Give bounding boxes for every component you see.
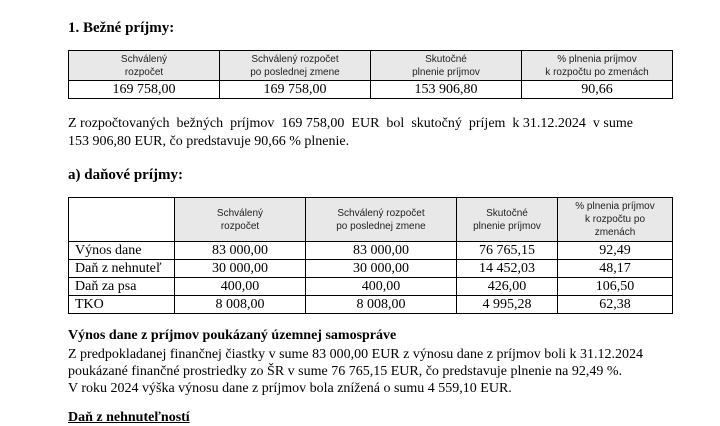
row-label: Výnos dane (69, 242, 175, 260)
row-label: TKO (69, 296, 175, 314)
cell-value: 83 000,00 (306, 242, 457, 260)
cell-value: 83 000,00 (175, 242, 306, 260)
cell-value: 30 000,00 (175, 260, 306, 278)
section-heading-bezne-prijmy: 1. Bežné príjmy: (68, 20, 175, 36)
cell-value: 4 995,28 (457, 296, 558, 314)
header-approved-budget: Schválený rozpočet (69, 51, 220, 81)
header-percent-fulfillment: % plnenia príjmov k rozpočtu po zmenách (522, 51, 673, 81)
paragraph-line: V roku 2024 výška výnosu dane z príjmov bola znížená o sumu 4 559,10 EUR. (68, 381, 512, 396)
table-row (69, 81, 673, 99)
cell-value: 14 452,03 (457, 260, 558, 278)
header-budget-after-change: Schválený rozpočet po poslednej zmene (306, 198, 457, 242)
summary-paragraph-line-1: Z rozpočtovaných bežných príjmov 169 758,00 EUR bol skutočný príjem k 31.12.2024 v sume (68, 116, 633, 131)
cell-percent-fulfillment: 90,66 (522, 81, 673, 99)
cell-value: 426,00 (457, 278, 558, 296)
row-label: Daň z nehnuteľ (69, 260, 175, 278)
table-row (69, 242, 673, 260)
cell-actual-income: 153 906,80 (371, 81, 522, 99)
cell-value: 76 765,15 (457, 242, 558, 260)
table-row (69, 260, 673, 278)
header-approved-budget: Schválený rozpočet (175, 198, 306, 242)
section-heading-dan-z-nehnutelnosti: Daň z nehnuteľností (68, 410, 190, 425)
header-actual-income: Skutočné plnenie príjmov (371, 51, 522, 81)
cell-value: 92,49 (558, 242, 673, 260)
table-header-row (69, 51, 673, 81)
header-percent-fulfillment: % plnenia príjmov k rozpočtu po zmenách (558, 198, 673, 242)
cell-value: 30 000,00 (306, 260, 457, 278)
budget-table-summary (68, 50, 673, 99)
header-actual-income: Skutočné plnenie príjmov (457, 198, 558, 242)
cell-value: 400,00 (175, 278, 306, 296)
summary-paragraph-line-2: 153 906,80 EUR, čo predstavuje 90,66 % plnenie. (68, 134, 350, 149)
cell-approved-budget: 169 758,00 (69, 81, 220, 99)
cell-value: 106,50 (558, 278, 673, 296)
section-heading-danove-prijmy: a) daňové príjmy: (68, 167, 183, 183)
header-empty (69, 198, 175, 242)
table-header-row (69, 198, 673, 242)
cell-value: 400,00 (306, 278, 457, 296)
cell-value: 8 008,00 (306, 296, 457, 314)
header-budget-after-change: Schválený rozpočet po poslednej zmene (220, 51, 371, 81)
cell-value: 48,17 (558, 260, 673, 278)
tax-income-table (68, 197, 673, 314)
row-label: Daň za psa (69, 278, 175, 296)
paragraph-line: poukázané finančné prostriedky zo ŠR v sume 76 765,15 EUR, čo predstavuje plnenie na 92,49 %. (68, 364, 623, 379)
table-row (69, 278, 673, 296)
table-row (69, 296, 673, 314)
cell-budget-after-change: 169 758,00 (220, 81, 371, 99)
section-heading-vynos-dane: Výnos dane z príjmov poukázaný územnej samospráve (68, 328, 397, 343)
cell-value: 62,38 (558, 296, 673, 314)
paragraph-line: Z predpokladanej finančnej čiastky v sume 83 000,00 EUR z výnosu dane z príjmov boli k 31.12.2024 (68, 347, 644, 362)
cell-value: 8 008,00 (175, 296, 306, 314)
